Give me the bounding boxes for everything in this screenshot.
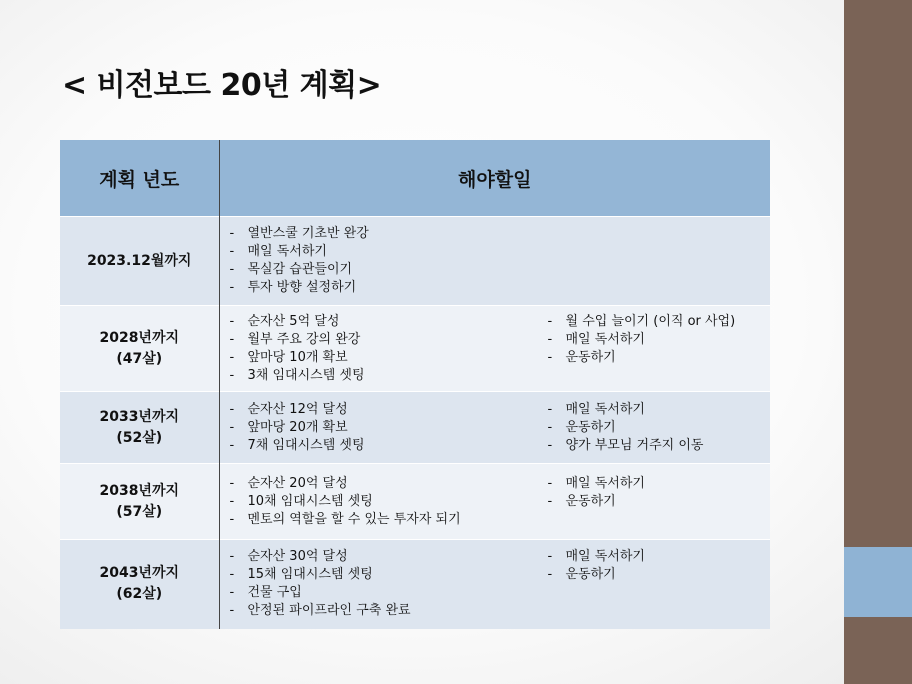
task-text: 월부 주요 강의 완강 bbox=[247, 331, 361, 347]
plan-year-cell bbox=[60, 306, 219, 392]
task-item bbox=[230, 437, 548, 455]
task-item bbox=[548, 493, 771, 511]
tasks-cell bbox=[219, 217, 770, 306]
bullet-dash: - bbox=[229, 401, 235, 417]
task-item bbox=[548, 548, 771, 566]
task-text: 운동하기 bbox=[565, 493, 616, 509]
table-row bbox=[60, 464, 770, 540]
plan-year: 2028년까지 bbox=[99, 329, 180, 346]
task-item bbox=[230, 419, 548, 437]
task-item bbox=[230, 566, 548, 584]
bullet-dash: - bbox=[229, 244, 235, 259]
bullet-dash: - bbox=[547, 437, 553, 453]
plan-year: 2043년까지 bbox=[99, 565, 180, 582]
task-text: 양가 부모님 거주지 이동 bbox=[565, 437, 704, 453]
plan-table bbox=[60, 140, 770, 629]
bullet-dash: - bbox=[229, 493, 235, 509]
task-text: 3채 임대시스템 셋팅 bbox=[247, 367, 365, 383]
plan-age: (57살) bbox=[116, 503, 163, 520]
task-list-right bbox=[548, 401, 771, 455]
task-text: 매일 독서하기 bbox=[565, 475, 645, 491]
task-item bbox=[230, 279, 548, 297]
bullet-dash: - bbox=[229, 475, 235, 491]
bullet-dash: - bbox=[547, 549, 553, 565]
plan-year: 2038년까지 bbox=[99, 482, 180, 499]
task-item bbox=[230, 243, 548, 261]
table-row bbox=[60, 540, 770, 629]
task-item bbox=[548, 401, 771, 419]
bullet-dash: - bbox=[229, 511, 235, 527]
task-list-right bbox=[548, 475, 771, 529]
task-item bbox=[230, 401, 548, 419]
task-text: 앞마당 20개 확보 bbox=[247, 419, 348, 435]
page-title: < 비전보드 20년 계획> bbox=[62, 68, 382, 103]
task-list-right bbox=[548, 225, 771, 297]
bullet-dash: - bbox=[229, 585, 235, 601]
plan-year: 2033년까지 bbox=[99, 408, 180, 425]
task-item bbox=[230, 602, 548, 620]
task-item bbox=[230, 511, 548, 529]
plan-year-cell bbox=[60, 392, 219, 464]
tasks-column-header: 해야할일 bbox=[219, 140, 770, 217]
task-item bbox=[230, 225, 548, 243]
task-item bbox=[230, 331, 548, 349]
table-row bbox=[60, 306, 770, 392]
bullet-dash: - bbox=[547, 567, 553, 583]
bullet-dash: - bbox=[229, 331, 235, 347]
task-list-right bbox=[548, 548, 771, 620]
task-text: 운동하기 bbox=[565, 349, 616, 365]
task-text: 매일 독서하기 bbox=[565, 331, 645, 347]
table-header-row bbox=[60, 140, 770, 217]
plan-year-cell bbox=[60, 464, 219, 540]
task-text: 목실감 습관들이기 bbox=[247, 262, 353, 277]
task-item bbox=[230, 493, 548, 511]
task-list-left bbox=[220, 313, 548, 385]
task-text: 투자 방향 설정하기 bbox=[247, 280, 357, 295]
task-list-left bbox=[220, 225, 548, 297]
task-text: 앞마당 10개 확보 bbox=[247, 349, 348, 365]
bullet-dash: - bbox=[547, 349, 553, 365]
bullet-dash: - bbox=[229, 437, 235, 453]
bullet-dash: - bbox=[229, 313, 235, 329]
task-text: 건물 구입 bbox=[247, 585, 302, 601]
task-item bbox=[230, 548, 548, 566]
plan-age: (52살) bbox=[116, 429, 163, 446]
bullet-dash: - bbox=[229, 367, 235, 383]
task-item bbox=[548, 566, 771, 584]
task-text: 월 수입 늘이기 (이직 or 사업) bbox=[565, 313, 736, 329]
tasks-cell bbox=[219, 392, 770, 464]
task-item bbox=[230, 475, 548, 493]
task-item bbox=[230, 584, 548, 602]
task-item bbox=[548, 419, 771, 437]
task-item bbox=[230, 261, 548, 279]
task-list-left bbox=[220, 548, 548, 620]
task-item bbox=[230, 313, 548, 331]
plan-year-cell bbox=[60, 217, 219, 306]
bullet-dash: - bbox=[547, 419, 553, 435]
task-list-left bbox=[220, 475, 548, 529]
task-text: 순자산 20억 달성 bbox=[247, 475, 348, 491]
bullet-dash: - bbox=[229, 603, 235, 619]
bullet-dash: - bbox=[229, 349, 235, 365]
task-text: 매일 독서하기 bbox=[565, 401, 645, 417]
plan-age: (47살) bbox=[116, 350, 163, 367]
plan-year-cell bbox=[60, 540, 219, 629]
tasks-cell bbox=[219, 306, 770, 392]
task-text: 7채 임대시스템 셋팅 bbox=[247, 437, 365, 453]
bullet-dash: - bbox=[229, 262, 235, 277]
task-item bbox=[548, 437, 771, 455]
tasks-cell bbox=[219, 464, 770, 540]
task-list-left bbox=[220, 401, 548, 455]
task-text: 순자산 30억 달성 bbox=[247, 549, 348, 565]
bullet-dash: - bbox=[547, 313, 553, 329]
task-text: 매일 독서하기 bbox=[247, 244, 327, 259]
task-text: 순자산 5억 달성 bbox=[247, 313, 340, 329]
task-text: 열반스쿨 기초반 완강 bbox=[247, 226, 369, 241]
task-item bbox=[230, 367, 548, 385]
bullet-dash: - bbox=[229, 419, 235, 435]
task-item bbox=[230, 349, 548, 367]
task-text: 운동하기 bbox=[565, 567, 616, 583]
task-text: 운동하기 bbox=[565, 419, 616, 435]
bullet-dash: - bbox=[547, 401, 553, 417]
task-text: 15채 임대시스템 셋팅 bbox=[247, 567, 373, 583]
table-row bbox=[60, 217, 770, 306]
year-column-header: 계획 년도 bbox=[60, 140, 219, 217]
task-item bbox=[548, 349, 771, 367]
task-item bbox=[548, 475, 771, 493]
tasks-cell bbox=[219, 540, 770, 629]
bullet-dash: - bbox=[229, 567, 235, 583]
table-row bbox=[60, 392, 770, 464]
bullet-dash: - bbox=[229, 549, 235, 565]
task-text: 10채 임대시스템 셋팅 bbox=[247, 493, 373, 509]
task-text: 순자산 12억 달성 bbox=[247, 401, 348, 417]
bullet-dash: - bbox=[547, 331, 553, 347]
task-text: 매일 독서하기 bbox=[565, 549, 645, 565]
task-list-right bbox=[548, 313, 771, 385]
bullet-dash: - bbox=[547, 493, 553, 509]
plan-age: (62살) bbox=[116, 586, 163, 603]
bullet-dash: - bbox=[229, 226, 235, 241]
task-item bbox=[548, 331, 771, 349]
bullet-dash: - bbox=[547, 475, 553, 491]
task-item bbox=[548, 313, 771, 331]
task-text: 멘토의 역할을 할 수 있는 투자자 되기 bbox=[247, 511, 461, 527]
plan-year: 2023.12월까지 bbox=[87, 252, 192, 269]
sidebar-accent-block bbox=[844, 547, 912, 617]
task-text: 안정된 파이프라인 구축 완료 bbox=[247, 603, 411, 619]
bullet-dash: - bbox=[229, 280, 235, 295]
